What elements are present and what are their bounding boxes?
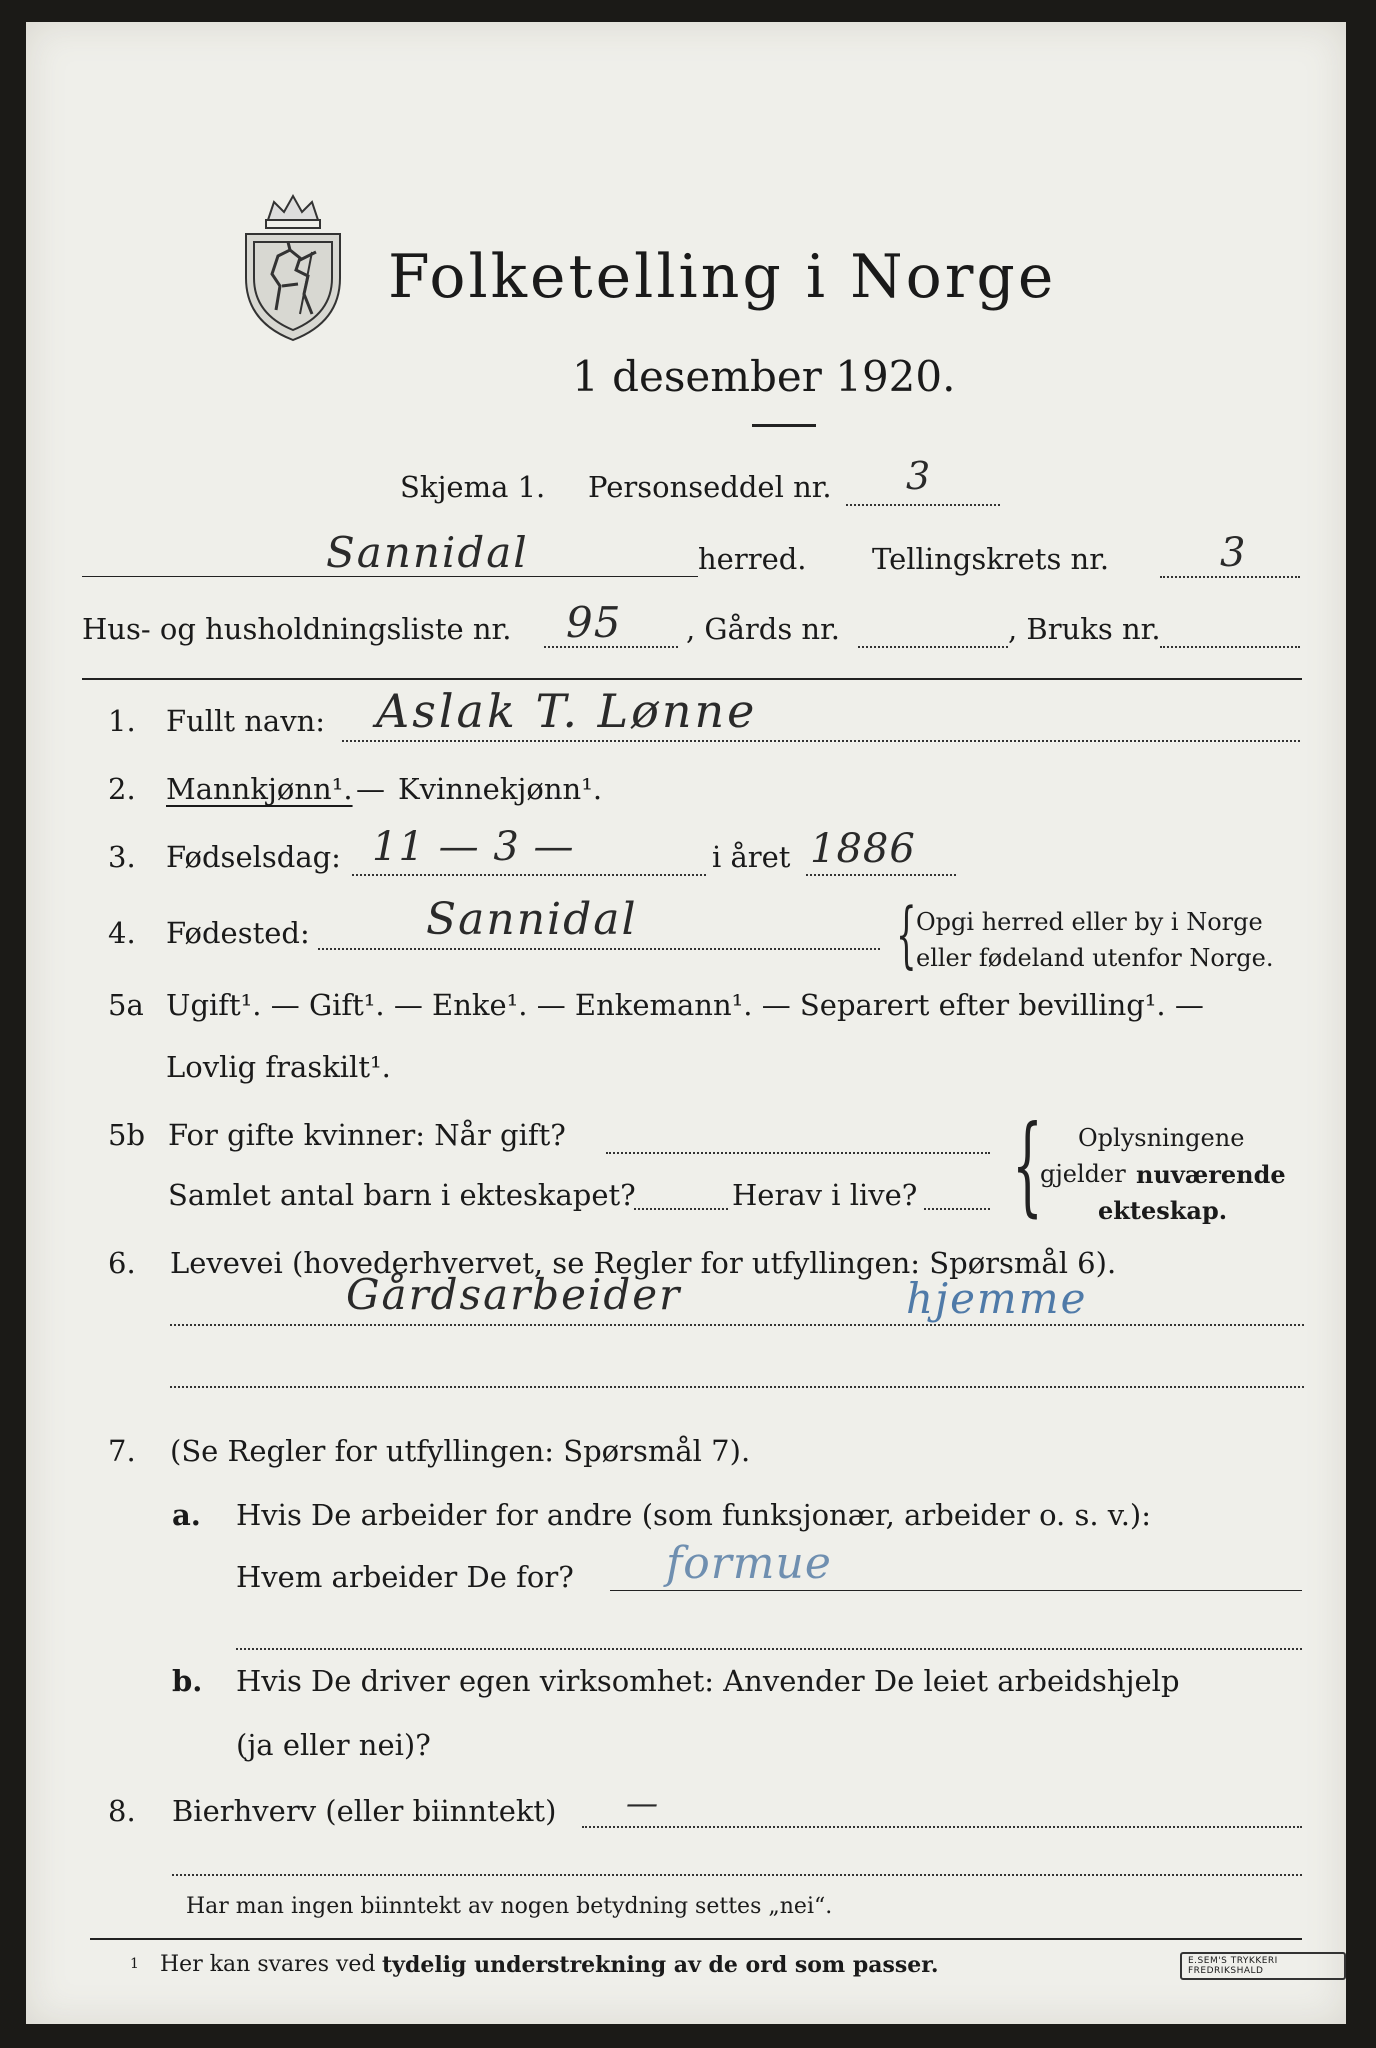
q5b-barn-line	[634, 1208, 728, 1210]
q3-year-line	[806, 874, 956, 876]
q4-note-1: Opgi herred eller by i Norge	[916, 908, 1263, 936]
personseddel-value: 3	[906, 454, 932, 498]
q2-mannkjonn: Mannkjønn¹.	[166, 772, 353, 806]
q1-line	[342, 740, 1300, 742]
q3-number: 3.	[108, 840, 136, 874]
q7b-text: Hvis De driver egen virksomhet: Anvender De leiet arbeidshjelp	[236, 1664, 1180, 1698]
q6-line-1	[170, 1324, 1304, 1326]
footer-note: Har man ingen biinntekt av nogen betydning settes „nei“.	[186, 1894, 833, 1919]
q7-label: (Se Regler for utfyllingen: Spørsmål 7).	[170, 1434, 751, 1468]
q5a-options: Ugift¹. — Gift¹. — Enke¹. — Enkemann¹. — Separert efter bevilling¹. —	[166, 988, 1204, 1022]
husholdningsliste-value: 95	[566, 598, 622, 647]
q2-dash: —	[356, 772, 385, 806]
husholdningsliste-label: Hus- og husholdningsliste nr.	[82, 612, 512, 646]
q4-value: Sannidal	[426, 894, 638, 945]
tellingskrets-label: Tellingskrets nr.	[872, 542, 1110, 576]
q5a-options-2: Lovlig fraskilt¹.	[166, 1050, 391, 1084]
q3-year-value: 1886	[810, 826, 916, 872]
tellingskrets-value: 3	[1220, 530, 1247, 576]
q6-label: Levevei (hovederhvervet, se Regler for utfyllingen: Spørsmål 6).	[170, 1246, 1117, 1280]
q1-number: 1.	[108, 704, 136, 738]
q6-value-2: hjemme	[906, 1274, 1088, 1323]
q5b-live-line	[924, 1208, 990, 1210]
norwegian-coat-of-arms-icon	[238, 190, 348, 344]
q7-number: 7.	[108, 1434, 136, 1468]
q5b-note-2b: nuværende	[1136, 1160, 1286, 1189]
q4-line	[318, 948, 880, 950]
q2-number: 2.	[108, 772, 136, 806]
q5b-barn-label: Samlet antal barn i ekteskapet?	[168, 1178, 636, 1212]
q5b-note-1: Oplysningene	[1078, 1124, 1245, 1152]
q6-value: Gårdsarbeider	[346, 1270, 682, 1319]
personseddel-line	[846, 504, 1000, 506]
q6-number: 6.	[108, 1246, 136, 1280]
q4-number: 4.	[108, 916, 136, 950]
tellingskrets-line	[1160, 576, 1300, 578]
q2-kvinnekjonn: Kvinnekjønn¹.	[398, 772, 603, 806]
q5b-live-label: Herav i live?	[732, 1178, 918, 1212]
printer-stamp: E.SEM'S TRYKKERI FREDRIKSHALD	[1180, 1952, 1346, 1980]
q7a-value: formue	[666, 1538, 832, 1589]
q8-label: Bierhverv (eller biinntekt)	[172, 1794, 557, 1828]
q5b-gift-label: For gifte kvinner: Når gift?	[168, 1118, 566, 1152]
form-title: Folketelling i Norge	[388, 242, 1057, 312]
herred-value: Sannidal	[326, 528, 529, 577]
q4-label: Fødested:	[166, 916, 310, 950]
footer-divider	[90, 1938, 1302, 1940]
q8-number: 8.	[108, 1794, 136, 1828]
q8-value: —	[626, 1784, 659, 1822]
gards-label: , Gårds nr.	[686, 612, 840, 646]
q7a-line-2	[236, 1648, 1302, 1650]
q3-line	[352, 874, 706, 876]
skjema-label: Skjema 1.	[400, 470, 546, 504]
q4-brace: {	[896, 892, 917, 976]
q8-line-2	[172, 1874, 1302, 1876]
q5b-number: 5b	[108, 1118, 146, 1152]
q6-line-2	[170, 1386, 1304, 1388]
census-form	[26, 22, 1346, 2024]
gards-line	[858, 646, 1008, 648]
q7b-question: (ja eller nei)?	[236, 1728, 431, 1762]
footnote-mark: 1	[130, 1956, 139, 1972]
q1-label: Fullt navn:	[166, 704, 326, 738]
q4-note-2: eller fødeland utenfor Norge.	[916, 944, 1274, 972]
q5b-note-2a: gjelder	[1040, 1160, 1126, 1188]
q8-line	[582, 1826, 1302, 1828]
bruks-label: , Bruks nr.	[1008, 612, 1161, 646]
q7b-letter: b.	[172, 1664, 203, 1698]
q7a-letter: a.	[172, 1498, 201, 1532]
q3-year-label: i året	[712, 840, 791, 874]
bruks-line	[1160, 646, 1300, 648]
footnote-text-a: Her kan svares ved	[160, 1952, 376, 1977]
q7a-text: Hvis De arbeider for andre (som funksjonær, arbeider o. s. v.):	[236, 1498, 1152, 1532]
q7a-question: Hvem arbeider De for?	[236, 1560, 574, 1594]
personseddel-label: Personseddel nr.	[588, 470, 832, 504]
q3-label: Fødselsdag:	[166, 840, 341, 874]
q5b-brace: {	[1012, 1103, 1043, 1228]
header-divider	[82, 678, 1302, 680]
footnote-text-b: tydelig understrekning av de ord som passer.	[382, 1952, 939, 1978]
q7a-line	[610, 1590, 1302, 1591]
title-divider	[752, 424, 816, 427]
q5a-number: 5a	[108, 988, 144, 1022]
herred-label: herred.	[698, 542, 807, 576]
q5b-note-3: ekteskap.	[1098, 1196, 1228, 1225]
q3-value: 11 — 3 —	[372, 824, 575, 870]
q1-value: Aslak T. Lønne	[376, 684, 758, 738]
q5b-gift-line	[606, 1152, 990, 1154]
census-date: 1 desember 1920.	[572, 352, 956, 401]
